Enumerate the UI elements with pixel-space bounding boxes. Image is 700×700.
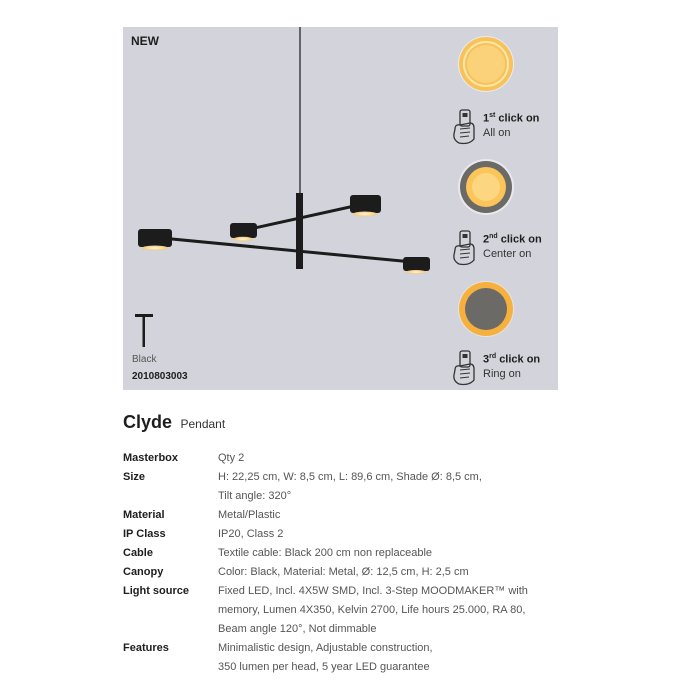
spec-value-line: Textile cable: Black 200 cm non replaceable — [218, 547, 433, 559]
spec-row — [123, 563, 563, 582]
spec-row — [123, 525, 563, 544]
spec-value-line: Fixed LED, Incl. 4X5W SMD, Incl. 3-Step MOODMAKER™ with — [218, 585, 528, 597]
spec-value — [218, 525, 563, 544]
spec-value — [218, 449, 563, 468]
spec-label: IP Class — [123, 528, 166, 540]
product-type: Pendant — [180, 417, 226, 431]
mode-1: 1st click on All on — [451, 109, 561, 153]
lamp-head-center-left — [230, 223, 257, 241]
spec-value — [218, 563, 563, 582]
spec-value-line: H: 22,25 cm, W: 8,5 cm, L: 89,6 cm, Shade Ø: 8,5 cm, — [218, 471, 482, 483]
lamp-head-right — [403, 257, 430, 274]
hand-remote-icon — [451, 109, 479, 147]
spec-table — [123, 449, 563, 677]
spec-row — [123, 468, 563, 506]
spec-value — [218, 544, 563, 563]
spec-row — [123, 506, 563, 525]
mode-3: 3rd click on Ring on — [451, 350, 561, 394]
hand-remote-icon — [451, 230, 479, 268]
spec-label: Cable — [123, 547, 153, 559]
center-on-light-icon — [457, 158, 515, 216]
spec-value-line: memory, Lumen 4X350, Kelvin 2700, Life hours 25.000, RA 80, — [218, 604, 526, 616]
ring-on-light-icon — [457, 280, 515, 338]
spec-value — [218, 468, 563, 506]
color-name: Black — [132, 354, 157, 365]
spec-label: Light source — [123, 585, 190, 597]
spec-value-line: IP20, Class 2 — [218, 528, 284, 540]
product-image-panel — [123, 27, 558, 390]
spec-label: Size — [123, 471, 146, 483]
spec-value-line: Minimalistic design, Adjustable construction, — [218, 642, 433, 654]
hand-remote-icon — [451, 350, 479, 388]
mode-2: 2nd click on Center on — [451, 230, 561, 274]
product-title — [123, 412, 225, 433]
spec-value-line: Metal/Plastic — [218, 509, 281, 521]
lamp-head-center-right — [350, 195, 381, 217]
spec-value-line: Qty 2 — [218, 452, 245, 464]
spec-value — [218, 582, 563, 639]
spec-label: Masterbox — [123, 452, 179, 464]
item-code: 2010803003 — [132, 371, 188, 382]
spec-value — [218, 639, 563, 677]
spec-row — [123, 544, 563, 563]
spec-row — [123, 449, 563, 468]
spec-value-line: 350 lumen per head, 5 year LED guarantee — [218, 661, 430, 673]
spec-value-line: Beam angle 120°, Not dimmable — [218, 623, 377, 635]
spec-value — [218, 506, 563, 525]
black-swatch-icon — [133, 312, 155, 350]
spec-label: Canopy — [123, 566, 164, 578]
spec-row — [123, 639, 563, 677]
all-on-light-icon — [457, 35, 515, 93]
lamp-head-left — [138, 229, 172, 251]
product-name: Clyde — [123, 412, 173, 432]
spec-label: Material — [123, 509, 165, 521]
spec-value-line: Tilt angle: 320° — [218, 490, 292, 502]
spec-label: Features — [123, 642, 169, 654]
spec-value-line: Color: Black, Material: Metal, Ø: 12,5 cm, H: 2,5 cm — [218, 566, 469, 578]
new-badge: NEW — [131, 34, 159, 48]
spec-row — [123, 582, 563, 639]
